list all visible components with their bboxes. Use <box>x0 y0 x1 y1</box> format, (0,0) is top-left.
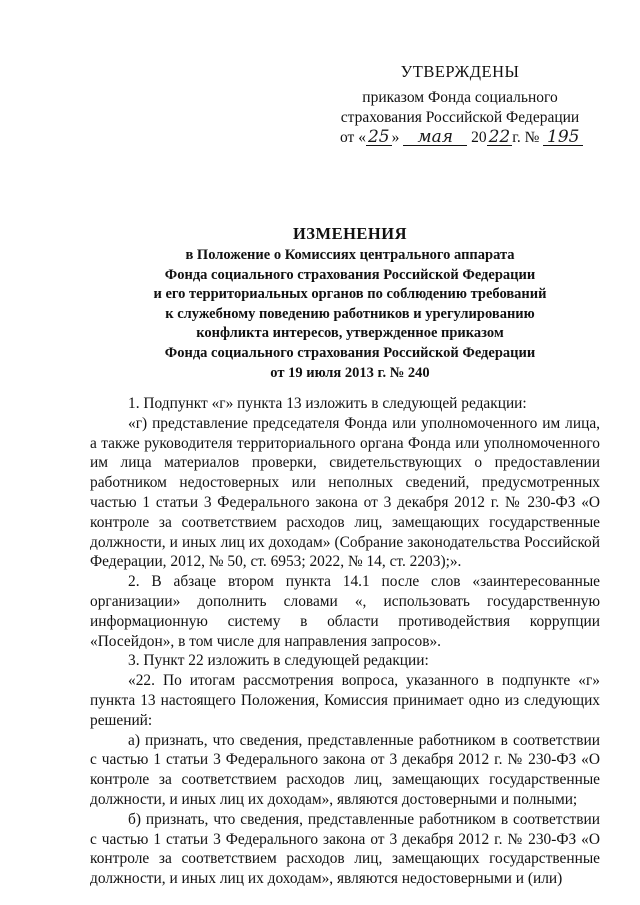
handwritten-order-number: 195 <box>543 129 583 146</box>
body-paragraph: б) признать, что сведения, представленные работником в соответствии с частью 1 статьи 3 Федерального закона от 3 декабря 2012 г. № 230-ФЗ «О контроле за соответствием расходов лиц, замещающих государственные должности, и иных лиц их доходам», являются недостоверными и (или) <box>90 810 600 888</box>
document-heading <box>90 222 610 383</box>
heading-line: от 19 июля 2013 г. № 240 <box>270 364 430 381</box>
heading-line: в Положение о Комиссиях центрального аппарата <box>185 247 515 263</box>
body-paragraph: а) признать, что сведения, представленные работником в соответствии с частью 1 статьи 3 Федерального закона от 3 декабря 2012 г. № 230-ФЗ «О контроле за соответствием расходов лиц, замещающих государственные должности, и иных лиц их доходам», являются достоверными и полными; <box>90 731 600 808</box>
body-paragraph: «22. По итогам рассмотрения вопроса, указанного в подпункте «г» пункта 13 настоящего Положения, Комиссия принимает одно из следующих решений: <box>90 672 600 729</box>
body-paragraph: 1. Подпункт «г» пункта 13 изложить в следующей редакции: <box>128 395 527 412</box>
date-prefix: от « <box>340 129 366 146</box>
heading-line: Фонда социального страхования Российской Федерации <box>164 344 536 361</box>
heading-title: ИЗМЕНЕНИЯ <box>292 224 408 243</box>
date-mid: » <box>391 129 400 146</box>
year-tail: г. № <box>512 129 540 146</box>
body-paragraph: 2. В абзаце втором пункта 14.1 после слов «заинтересованные организации» дополнить словами «, использовать государственную информационную систему в области противодействия коррупции «Посейдон», в том числе для направления запросов». <box>90 573 600 650</box>
year-prefix: 20 <box>471 129 487 146</box>
heading-line: и его территориальных органов по соблюдению требований <box>153 286 547 303</box>
approval-title: УТВЕРЖДЕНЫ <box>400 62 520 81</box>
handwritten-month: мая <box>403 129 467 146</box>
approval-line-1: приказом Фонда социального <box>362 89 558 106</box>
heading-line: конфликта интересов, утвержденное приказом <box>196 325 504 342</box>
body-paragraph: 3. Пункт 22 изложить в следующей редакции: <box>128 652 429 670</box>
handwritten-day: 25 <box>367 127 390 147</box>
heading-line: к служебному поведению работников и урегулированию <box>165 305 535 322</box>
approval-date-line <box>340 128 580 148</box>
handwritten-year: 22 <box>488 127 511 147</box>
approval-block <box>340 62 580 148</box>
heading-line: Фонда социального страхования Российской Федерации <box>164 266 536 283</box>
body-paragraph: «г) представление председателя Фонда или уполномоченного им лица, а также руководителя территориального органа Фонда или уполномоченного им лица материалов проверки, свидетельствующих о предоставлении работником недостоверных или неполных сведений, предусмотренных частью 1 статьи 3 Федерального закона от 3 декабря 2012 г. № 230-ФЗ «О контроле за соответствием расходов лиц, замещающих государственные должности, и иных лиц их доходам» (Собрание законодательства Российской Федерации, 2012, № 50, ст. 6953; 2022, № 14, ст. 2203);». <box>90 414 600 571</box>
approval-line-2: страхования Российской Федерации <box>340 109 580 126</box>
document-body <box>90 394 600 889</box>
